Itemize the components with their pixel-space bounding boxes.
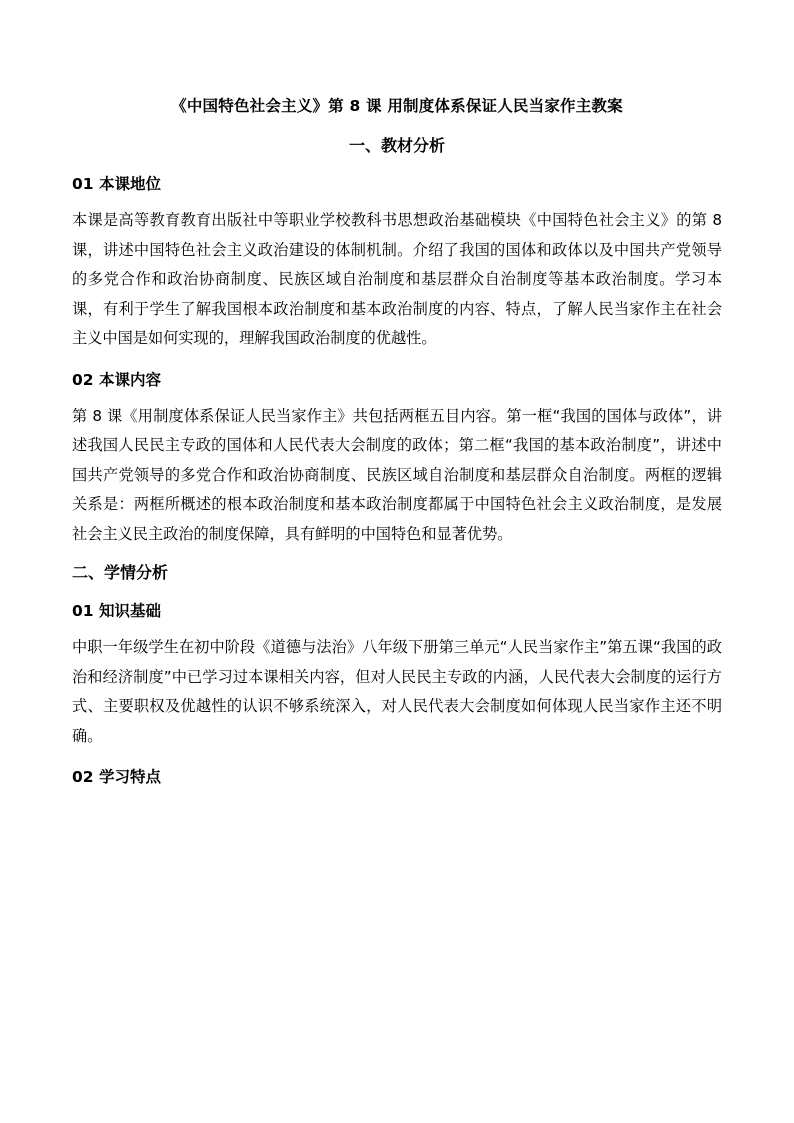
subsection-heading-lesson-position: 01 本课地位 bbox=[72, 175, 161, 193]
subsection-heading-learning-traits: 02 学习特点 bbox=[72, 768, 161, 786]
paragraph-lesson-content: 第 8 课《用制度体系保证人民当家作主》共包括两框五目内容。第一框“我国的国体与政体”，讲述我国人民民主专政的国体和人民代表大会制度的政体；第二框“我国的基本政治制度”，讲述中国共产党领导的多党合作和政治协商制度、民族区域自治制度和基层群众自治制度。两框的逻辑关系是：两框所概述的根本政治制度和基本政治制度都属于中国特色社会主义政治制度，是发展社会主义民主政治的制度保障，具有鲜明的中国特色和显著优势。 bbox=[72, 406, 722, 543]
document-title: 《中国特色社会主义》第 8 课 用制度体系保证人民当家作主教案 bbox=[171, 97, 623, 115]
section-heading-student-analysis: 二、学情分析 bbox=[72, 563, 169, 582]
subsection-heading-knowledge-base: 01 知识基础 bbox=[72, 602, 161, 620]
document-body bbox=[72, 94, 722, 789]
paragraph-lesson-position: 本课是高等教育教育出版社中等职业学校教科书思想政治基础模块《中国特色社会主义》的第 8 课，讲述中国特色社会主义政治建设的体制机制。介绍了我国的国体和政体以及中国共产党领导的多党合作和政治协商制度、民族区域自治制度和基层群众自治制度等基本政治制度。学习本课，有利于学生了解我国根本政治制度和基本政治制度的内容、特点，了解人民当家作主在社会主义中国是如何实现的，理解我国政治制度的优越性。 bbox=[72, 211, 722, 347]
section-heading-textbook-analysis: 一、教材分析 bbox=[348, 136, 445, 155]
subsection-heading-lesson-content: 02 本课内容 bbox=[72, 370, 161, 389]
paragraph-knowledge-base: 中职一年级学生在初中阶段《道德与法治》八年级下册第三单元“人民当家作主”第五课“我国的政治和经济制度”中已学习过本课相关内容，但对人民民主专政的内涵，人民代表大会制度的运行方式、主要职权及优越性的认识不够系统深入，对人民代表大会制度如何体现人民当家作主还不明确。 bbox=[72, 638, 722, 745]
